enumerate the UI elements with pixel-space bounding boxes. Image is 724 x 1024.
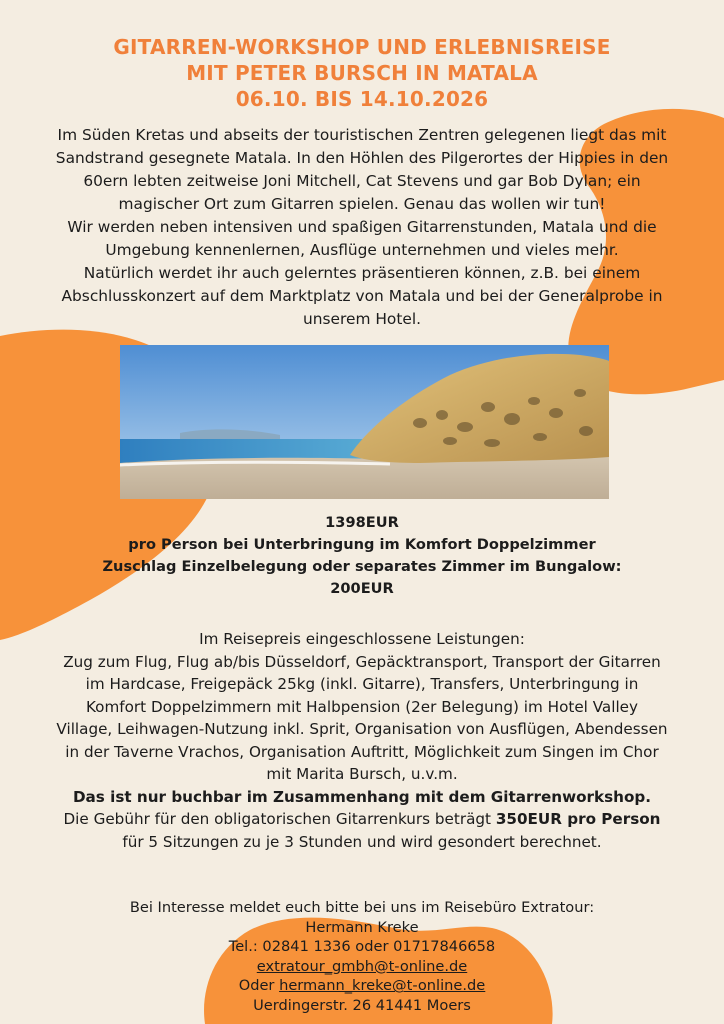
contact-block <box>0 898 724 1016</box>
contact-address: Uerdingerstr. 26 41441 Moers <box>253 996 471 1014</box>
fee-suffix: für 5 Sitzungen zu je 3 Stunden und wird gesondert berechnet. <box>122 832 602 851</box>
beach-cliff-illustration <box>120 345 609 499</box>
intro-paragraph <box>12 124 712 331</box>
services-line: mit Marita Bursch, u.v.m. <box>266 765 458 783</box>
title-line-1: GITARREN-WORKSHOP UND ERLEBNISREISE <box>113 35 611 59</box>
intro-line: Im Süden Kretas und abseits der touristischen Zentren gelegenen liegt das mit <box>57 126 667 144</box>
price-amount: 1398EUR <box>325 514 399 531</box>
price-basis: pro Person bei Unterbringung im Komfort Doppelzimmer <box>128 536 596 553</box>
title-line-2: MIT PETER BURSCH IN MATALA <box>186 61 538 85</box>
matala-beach-photo <box>120 345 609 499</box>
services-line: Zug zum Flug, Flug ab/bis Düsseldorf, Gepäcktransport, Transport der Gitarren <box>63 652 661 671</box>
intro-line: Wir werden neben intensiven und spaßigen Gitarrenstunden, Matala und die <box>67 218 657 236</box>
intro-line: Natürlich werdet ihr auch gelerntes präsentieren können, z.B. bei einem <box>83 264 641 282</box>
intro-line: 60ern lebten zeitweise Joni Mitchell, Cat Stevens und gar Bob Dylan; ein <box>83 172 641 190</box>
services-line: im Hardcase, Freigepäck 25kg (inkl. Gitarre), Transfers, Unterbringung in <box>85 675 639 693</box>
services-line: Komfort Doppelzimmern mit Halbpension (2er Belegung) im Hotel Valley <box>85 697 638 716</box>
supplement-label: Zuschlag Einzelbelegung oder separates Zimmer im Bungalow: <box>102 558 622 575</box>
email-link-extratour[interactable]: extratour_gmbh@t-online.de <box>256 957 468 975</box>
title-line-3: 06.10. BIS 14.10.2026 <box>235 87 489 111</box>
contact-name: Hermann Kreke <box>305 918 419 936</box>
booking-note: Das ist nur buchbar im Zusammenhang mit dem Gitarrenworkshop. <box>72 787 652 806</box>
course-fee-line <box>14 808 710 831</box>
services-line: in der Taverne Vrachos, Organisation Auftritt, Möglichkeit zum Singen im Chor <box>65 742 659 761</box>
services-heading: Im Reisepreis eingeschlossene Leistungen: <box>199 630 525 648</box>
intro-line: Abschlusskonzert auf dem Marktplatz von Matala und bei der Generalprobe in <box>61 287 663 305</box>
fee-amount: 350EUR pro Person <box>495 810 661 828</box>
intro-line: unserem Hotel. <box>303 310 421 328</box>
intro-line: magischer Ort zum Gitarren spielen. Genau das wollen wir tun! <box>118 195 606 213</box>
intro-line: Umgebung kennenlernen, Ausflüge unternehmen und vieles mehr. <box>105 241 619 259</box>
services-line: Village, Leihwagen-Nutzung inkl. Sprit, Organisation von Ausflügen, Abendessen <box>56 720 668 738</box>
supplement-amount: 200EUR <box>330 580 394 597</box>
email2-prefix: Oder <box>238 977 280 995</box>
fee-prefix: Die Gebühr für den obligatorischen Gitarrenkurs beträgt <box>63 810 496 828</box>
intro-line: Sandstrand gesegnete Matala. In den Höhlen des Pilgerortes der Hippies in den <box>55 149 669 167</box>
flyer-title <box>0 34 724 112</box>
contact-phone: Tel.: 02841 1336 oder 01717846658 <box>228 938 496 956</box>
services-block <box>14 628 710 853</box>
email-link-hermann[interactable]: hermann_kreke@t-online.de <box>279 977 486 995</box>
contact-intro: Bei Interesse meldet euch bitte bei uns im Reisebüro Extratour: <box>129 899 595 916</box>
price-block <box>0 512 724 600</box>
